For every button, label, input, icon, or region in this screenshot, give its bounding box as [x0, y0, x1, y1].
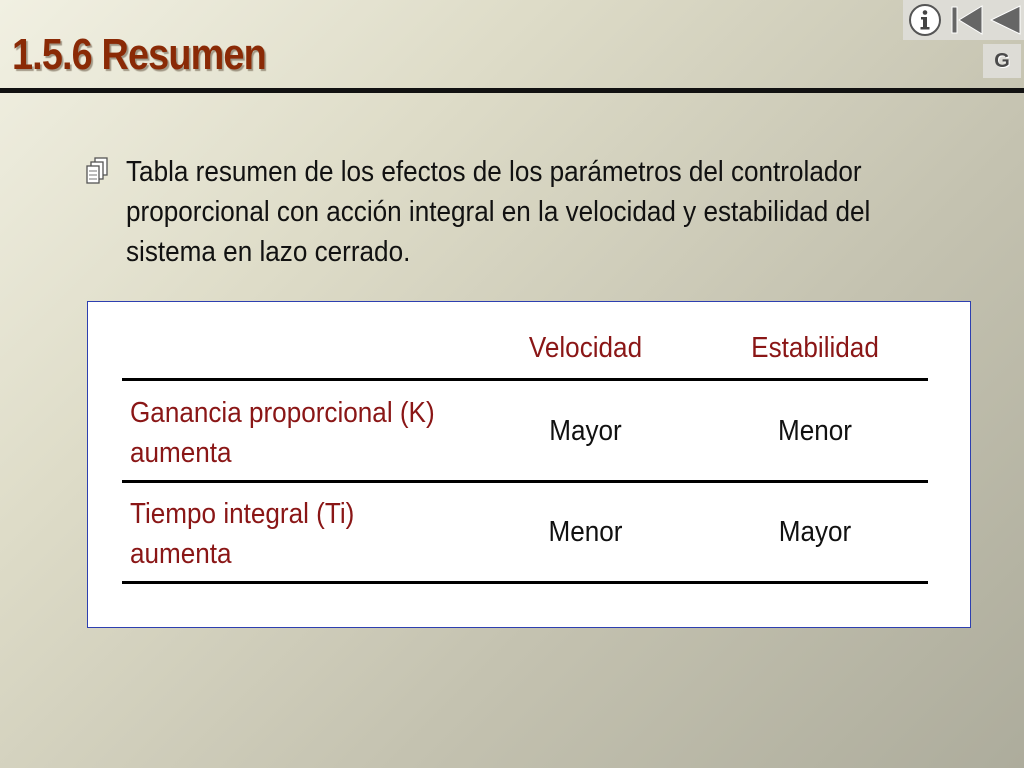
row-2-parameter [130, 494, 354, 574]
row-2-parameter-line1: Tiempo integral (Ti) [130, 498, 355, 530]
row-2-velocidad: Menor [548, 516, 623, 548]
row-1-parameter [130, 393, 435, 473]
row-2-rule [122, 581, 928, 584]
row-1-parameter-line1: Ganancia proporcional (K) [130, 397, 435, 429]
row-2-estabilidad: Mayor [778, 516, 852, 548]
previous-slide-button[interactable] [987, 2, 1023, 38]
bullet-paragraph [86, 152, 956, 272]
row-1-estabilidad: Menor [778, 415, 852, 447]
first-slide-button[interactable] [949, 2, 985, 38]
header-rule [122, 378, 928, 381]
row-1-parameter-line2: aumenta [130, 437, 232, 469]
info-icon [905, 2, 945, 38]
header-estabilidad: Estabilidad [751, 332, 879, 364]
nav-toolbar [903, 0, 1024, 40]
row-1-rule [122, 480, 928, 483]
skip-back-icon [949, 2, 985, 38]
info-button[interactable] [905, 2, 945, 38]
row-2-parameter-line2: aumenta [130, 538, 232, 570]
document-stack-icon [86, 157, 110, 185]
glossary-button[interactable] [983, 44, 1021, 78]
glossary-label: G [994, 49, 1010, 72]
slide-title: 1.5.6 Resumen [12, 30, 266, 79]
back-triangle-icon [987, 2, 1023, 38]
row-1-velocidad: Mayor [549, 415, 622, 447]
header-velocidad: Velocidad [528, 332, 643, 364]
bullet-text: Tabla resumen de los efectos de los parámetros del controlador proporcional con acción integral en la velocidad y estabilidad del sistema en lazo cerrado. [126, 156, 871, 268]
title-underline [0, 88, 1024, 93]
summary-table [87, 301, 971, 628]
